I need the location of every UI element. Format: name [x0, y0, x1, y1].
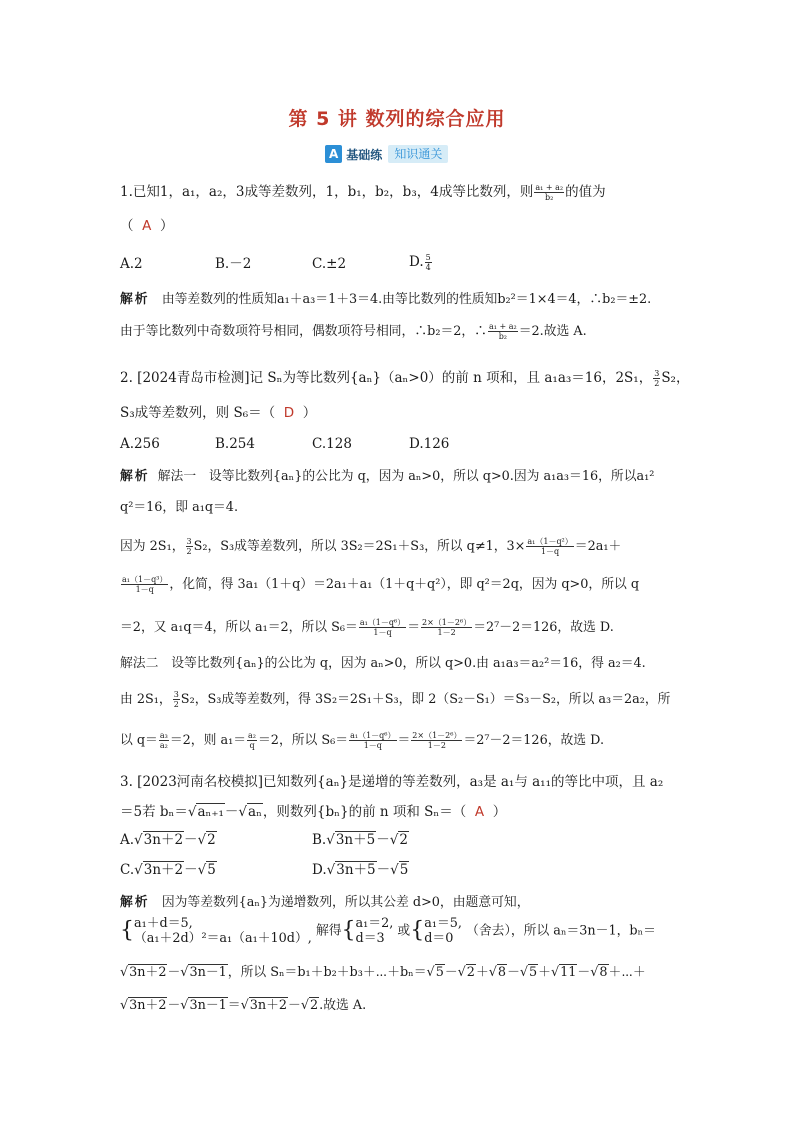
q3-option-a: A.√3n＋2－√2 — [120, 832, 216, 848]
q3-answer: A — [474, 804, 485, 820]
q1-solution-1: 解析 由等差数列的性质知a₁＋a₃＝1＋3＝4.由等比数列的性质知b₂²＝1×4＝4，∴b₂＝±2. — [120, 292, 652, 307]
q1-answer-line: （ A ） — [120, 218, 174, 234]
q1-solution-2: 由于等比数列中奇数项符号相同，偶数项符号相同，∴b₂＝2，∴ $\frac{\text{a₁ + a₂}}{\text{b₂}}$ ＝2.故选 A. — [120, 322, 587, 341]
q2-answer: D — [283, 405, 295, 421]
q3-option-c: C.√3n＋2－√5 — [120, 862, 216, 878]
q2-solution-4: $\frac{\text{a₁（1－q³）}}{1-q}$ ，化简，得 3a₁（1＋q）＝2a₁＋a₁（1＋q＋q²），即 q²＝2q，因为 q>0，所以 q — [122, 575, 640, 594]
q1-stem: 1.已知1，a₁，a₂，3成等差数列，1，b₁，b₂，b₃，4成等比数列，则 $\frac{\text{a₁ + a₂}}{\text{b₂}}$ 的值为 — [120, 183, 606, 202]
q2-stem-2: S₃成等差数列，则 S₆＝（ D ） — [120, 405, 317, 421]
q2-option-a: A.256 — [120, 436, 160, 452]
q2-option-d: D.126 — [409, 436, 450, 452]
q2-stem-1: 2. [2024青岛市检测]记 Sₙ为等比数列{aₙ}（aₙ>0）的前 n 项和，且 a₁a₃＝16，2S₁， $\frac{3}{2}$ S₂， — [120, 369, 690, 388]
q3-solution-3: √3n＋2－√3n－1，所以 Sₙ＝b₁＋b₂＋b₃＋⋯＋bₙ＝√5－√2＋√8－√5＋√11－√8＋⋯＋ — [120, 965, 646, 980]
section-badge — [325, 145, 448, 163]
q1-option-a: A.2 — [120, 256, 143, 272]
page-title: 第 5 讲 数列的综合应用 — [288, 108, 506, 130]
q2-solution-1: 解析 解法一 设等比数列{aₙ}的公比为 q，因为 aₙ>0，所以 q>0.因为 a₁a₃＝16，所以a₁² — [120, 469, 655, 484]
q2-solution-2: q²＝16，即 a₁q＝4. — [120, 500, 239, 515]
badge-tag: 知识通关 — [388, 145, 448, 163]
q2-solution-5: ＝2，又 a₁q＝4，所以 a₁＝2，所以 S₆＝ $\frac{\text{a₁（1－q⁶）}}{1-q}$ ＝ $\frac{\text{2×（1－2⁶）}}{1-2}$ ＝2⁷－2＝126，故选 D. — [120, 618, 614, 637]
q3-option-b: B.√3n＋5－√2 — [312, 832, 408, 848]
q1-option-c: C.±2 — [312, 256, 347, 272]
q2-option-b: B.254 — [215, 436, 255, 452]
q1-option-d: D. $\frac{5}{4}$ — [409, 253, 431, 272]
q1-option-b: B.－2 — [215, 256, 252, 272]
badge-letter: A — [325, 145, 342, 163]
q3-stem-1: 3. [2023河南名校模拟]已知数列{aₙ}是递增的等差数列，a₃是 a₁与 a₁₁的等比中项，且 a₂ — [120, 774, 664, 790]
q1-answer: A — [142, 218, 152, 234]
badge-level: 基础练 — [346, 147, 383, 162]
q3-option-d: D.√3n＋5－√5 — [312, 862, 409, 878]
q2-solution-3: 因为 2S₁， $\frac{3}{2}$ S₂，S₃成等差数列，所以 3S₂＝2S₁＋S₃，所以 q≠1，3× $\frac{\text{a₁（1－q²）}}{1-q}$ ＝2a₁＋ — [120, 537, 622, 556]
q3-stem-2: ＝5若 bₙ＝√aₙ₊₁－√aₙ，则数列{bₙ}的前 n 项和 Sₙ＝（ A ） — [120, 804, 507, 820]
q3-solution-1: 解析 因为等差数列{aₙ}为递增数列，所以其公差 d>0，由题意可知， — [120, 895, 530, 910]
q2-solution-8: 以 q＝ $\frac{\text{a₃}}{\text{a₂}}$ ＝2，则 a₁＝ $\frac{\text{a₂}}{q}$ ＝2，所以 S₆＝ $\frac{\text{a₁（1－q⁶）}}{1-q}$ ＝ $\frac{\text{2×（1－2⁶）}}{1-2}$ ＝2⁷－2＝126，故选 D. — [120, 731, 605, 750]
q1-fraction: $\frac{\text{a₁ + a₂}}{\text{b₂}}$ — [535, 183, 564, 202]
q2-solution-7: 由 2S₁， $\frac{3}{2}$ S₂，S₃成等差数列，得 3S₂＝2S₁＋S₃，即 2（S₂－S₁）＝S₃－S₂，所以 a₃＝2a₂，所 — [120, 690, 671, 709]
q3-solution-2: { a₁＋d＝5, （a₁＋2d）²＝a₁（a₁＋10d）, 解得{ a₁＝2, d＝3 或{ a₁＝5, d＝0 （舍去），所以 aₙ＝3n－1，bₙ＝ — [120, 916, 656, 946]
q2-option-c: C.128 — [312, 436, 352, 452]
q3-solution-4: √3n＋2－√3n－1＝√3n＋2－√2.故选 A. — [120, 998, 367, 1013]
q2-solution-6: 解法二 设等比数列{aₙ}的公比为 q，因为 aₙ>0，所以 q>0.由 a₁a₃＝a₂²＝16，得 a₂＝4. — [120, 656, 646, 671]
